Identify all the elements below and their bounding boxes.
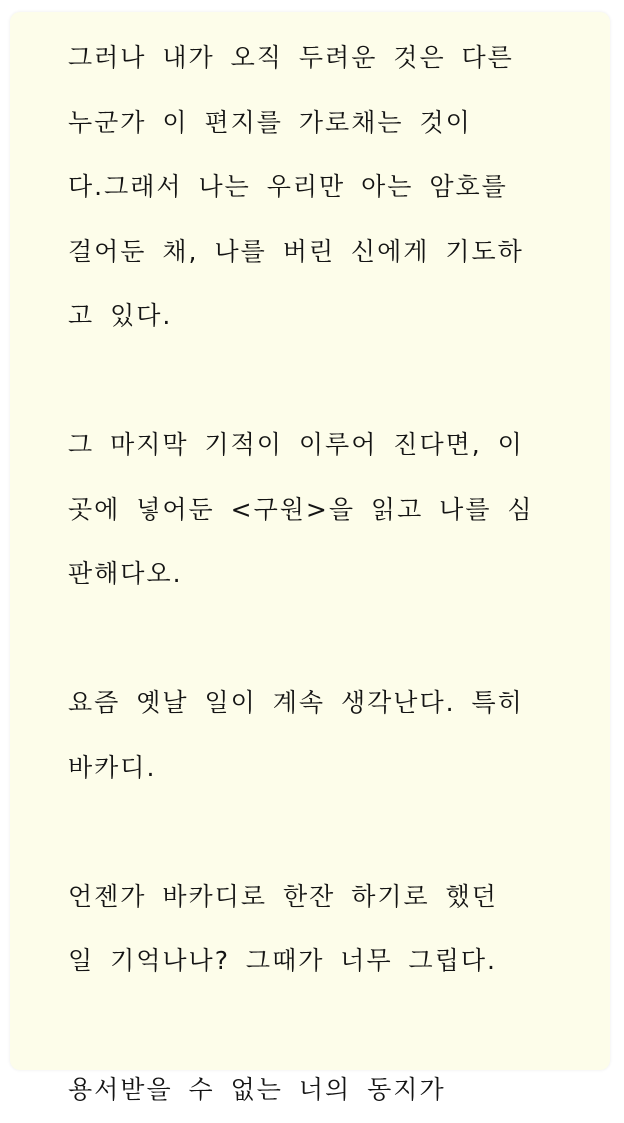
letter-line: 다.그래서 나는 우리만 아는 암호를 — [68, 172, 508, 201]
letter-line: 그 마지막 기적이 이루어 진다면, 이 — [68, 430, 524, 459]
letter-line: 판해다오. — [68, 559, 183, 588]
letter-line: 그러나 내가 오직 두려운 것은 다른 — [68, 43, 514, 72]
letter-sheet — [10, 12, 610, 1104]
letter-line: 곳에 넣어둔 <구원>을 읽고 나를 심 — [68, 494, 534, 524]
letter-line: 언젠가 바카디로 한잔 하기로 했던 — [68, 881, 498, 911]
letter-line: 일 기억나나? 그때가 너무 그립다. — [68, 946, 497, 975]
letter-signature: 용서받을 수 없는 너의 동지가 — [68, 1075, 446, 1104]
letter-line: 걸어둔 채, 나를 버린 신에게 기도하 — [68, 236, 524, 266]
letter-line: 요즘 옛날 일이 계속 생각난다. 특히 — [68, 688, 524, 717]
letter-line: 바카디. — [68, 752, 157, 782]
letter-line: 누군가 이 편지를 가로채는 것이 — [68, 107, 472, 137]
letter-body — [68, 26, 548, 1123]
paragraph-gap — [68, 607, 548, 672]
paragraph-gap — [68, 994, 548, 1059]
letter-line: 고 있다. — [68, 301, 173, 330]
paragraph-gap — [68, 349, 548, 414]
paragraph-gap — [68, 800, 548, 865]
